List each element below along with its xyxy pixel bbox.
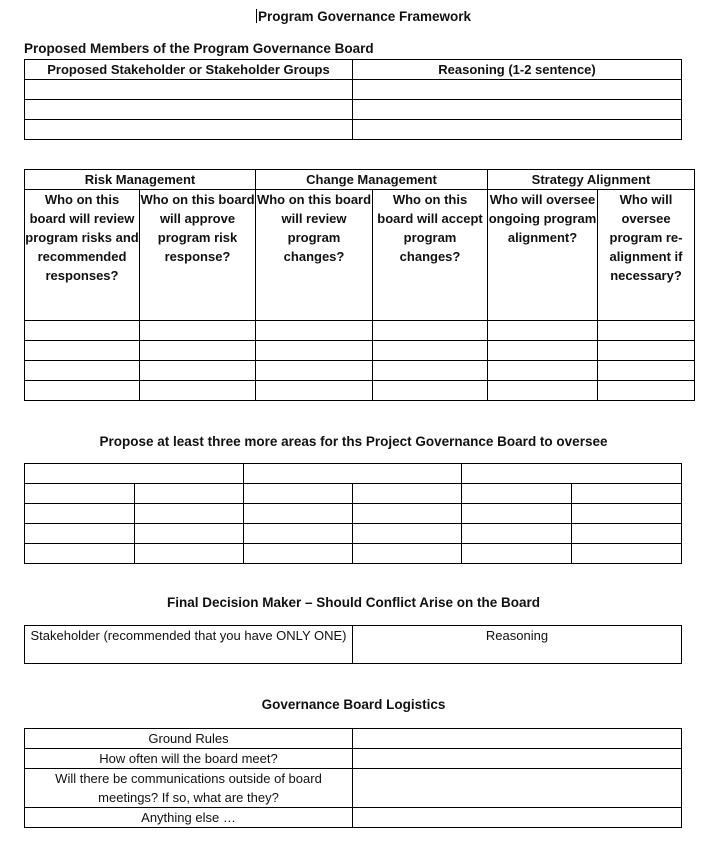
table-cell[interactable]	[353, 524, 462, 544]
table-cell[interactable]	[598, 321, 695, 341]
header-stakeholder: Proposed Stakeholder or Stakeholder Groups	[25, 60, 353, 80]
table-cell[interactable]	[572, 504, 682, 524]
table-cell[interactable]	[25, 544, 135, 564]
text-cursor	[256, 9, 257, 23]
table-cell[interactable]	[25, 100, 353, 120]
table-cell[interactable]	[462, 544, 572, 564]
logistics-ground-rules: Ground Rules	[25, 729, 353, 749]
table-row	[25, 321, 695, 341]
question-approve-risk: Who on this board will approve program risk response?	[140, 190, 256, 321]
group-risk-management: Risk Management	[25, 170, 256, 190]
document-title	[0, 9, 727, 24]
table-cell[interactable]	[140, 321, 256, 341]
table-cell[interactable]	[353, 769, 682, 808]
logistics-anything-else: Anything else …	[25, 808, 353, 828]
table-row	[25, 381, 695, 401]
table-row	[25, 544, 682, 564]
table-cell[interactable]	[25, 361, 140, 381]
table-row	[25, 464, 682, 484]
table-cell[interactable]	[244, 504, 353, 524]
group-header-row	[25, 170, 695, 190]
table-header-row	[25, 60, 682, 80]
table-cell[interactable]	[256, 361, 373, 381]
table-cell[interactable]	[598, 361, 695, 381]
table-cell[interactable]	[135, 484, 244, 504]
document-title-text: Program Governance Framework	[257, 9, 472, 24]
table-cell[interactable]	[572, 524, 682, 544]
table-cell[interactable]	[25, 80, 353, 100]
table-cell[interactable]	[572, 484, 682, 504]
table-cell[interactable]	[135, 544, 244, 564]
table-cell[interactable]	[353, 749, 682, 769]
logistics-table	[24, 728, 682, 828]
management-table	[24, 169, 695, 401]
table-row	[25, 100, 682, 120]
table-row	[25, 749, 682, 769]
areas-table	[24, 463, 682, 564]
table-cell[interactable]	[353, 504, 462, 524]
group-strategy-alignment: Strategy Alignment	[488, 170, 695, 190]
members-table	[24, 59, 682, 140]
table-cell[interactable]	[353, 100, 682, 120]
table-cell[interactable]	[25, 120, 353, 140]
table-cell[interactable]	[373, 341, 488, 361]
table-cell[interactable]	[353, 80, 682, 100]
decision-reasoning-label: Reasoning	[353, 626, 682, 664]
table-cell[interactable]	[244, 484, 353, 504]
table-row	[25, 361, 695, 381]
table-cell[interactable]	[488, 321, 598, 341]
area-header-cell[interactable]	[244, 464, 462, 484]
table-cell[interactable]	[572, 544, 682, 564]
table-cell[interactable]	[488, 361, 598, 381]
table-cell[interactable]	[25, 504, 135, 524]
table-cell[interactable]	[256, 341, 373, 361]
section-logistics-heading: Governance Board Logistics	[261, 697, 446, 712]
group-change-management: Change Management	[256, 170, 488, 190]
table-cell[interactable]	[353, 120, 682, 140]
table-cell[interactable]	[373, 321, 488, 341]
table-row	[25, 808, 682, 828]
table-row	[25, 769, 682, 808]
question-oversee-realignment: Who will oversee program re-alignment if necessary?	[598, 190, 695, 321]
table-cell[interactable]	[353, 544, 462, 564]
table-cell[interactable]	[462, 524, 572, 544]
table-row	[25, 626, 682, 664]
table-cell[interactable]	[25, 341, 140, 361]
question-review-risks: Who on this board will review program risks and recommended responses?	[25, 190, 140, 321]
table-cell[interactable]	[353, 729, 682, 749]
table-row	[25, 341, 695, 361]
section-members-heading: Proposed Members of the Program Governance Board	[24, 41, 374, 56]
table-row	[25, 729, 682, 749]
table-row	[25, 504, 682, 524]
table-cell[interactable]	[598, 381, 695, 401]
question-oversee-alignment: Who will oversee ongoing program alignment?	[488, 190, 598, 321]
section-decision-heading: Final Decision Maker – Should Conflict Arise on the Board	[166, 595, 541, 610]
header-reasoning: Reasoning (1-2 sentence)	[353, 60, 682, 80]
table-cell[interactable]	[256, 381, 373, 401]
table-cell[interactable]	[462, 504, 572, 524]
table-cell[interactable]	[462, 484, 572, 504]
logistics-communications: Will there be communications outside of board meetings? If so, what are they?	[25, 769, 353, 808]
question-accept-changes: Who on this board will accept program changes?	[373, 190, 488, 321]
section-areas-heading: Propose at least three more areas for ths Project Governance Board to oversee	[99, 434, 608, 449]
table-cell[interactable]	[256, 321, 373, 341]
table-cell[interactable]	[25, 524, 135, 544]
table-cell[interactable]	[353, 808, 682, 828]
table-row	[25, 484, 682, 504]
table-cell[interactable]	[25, 381, 140, 401]
table-cell[interactable]	[25, 484, 135, 504]
area-header-cell[interactable]	[462, 464, 682, 484]
table-cell[interactable]	[140, 361, 256, 381]
table-cell[interactable]	[353, 484, 462, 504]
table-cell[interactable]	[135, 524, 244, 544]
table-cell[interactable]	[140, 381, 256, 401]
table-row	[25, 524, 682, 544]
question-review-changes: Who on this board will review program changes?	[256, 190, 373, 321]
table-cell[interactable]	[373, 361, 488, 381]
question-row	[25, 190, 695, 321]
table-cell[interactable]	[25, 321, 140, 341]
table-cell[interactable]	[135, 504, 244, 524]
table-cell[interactable]	[244, 524, 353, 544]
decision-table	[24, 625, 682, 664]
table-row	[25, 80, 682, 100]
area-header-cell[interactable]	[25, 464, 244, 484]
table-cell[interactable]	[598, 341, 695, 361]
table-cell[interactable]	[140, 341, 256, 361]
table-cell[interactable]	[488, 381, 598, 401]
table-cell[interactable]	[244, 544, 353, 564]
logistics-meeting-frequency: How often will the board meet?	[25, 749, 353, 769]
table-cell[interactable]	[488, 341, 598, 361]
decision-stakeholder-label: Stakeholder (recommended that you have ONLY ONE)	[25, 626, 353, 664]
table-row	[25, 120, 682, 140]
table-cell[interactable]	[373, 381, 488, 401]
